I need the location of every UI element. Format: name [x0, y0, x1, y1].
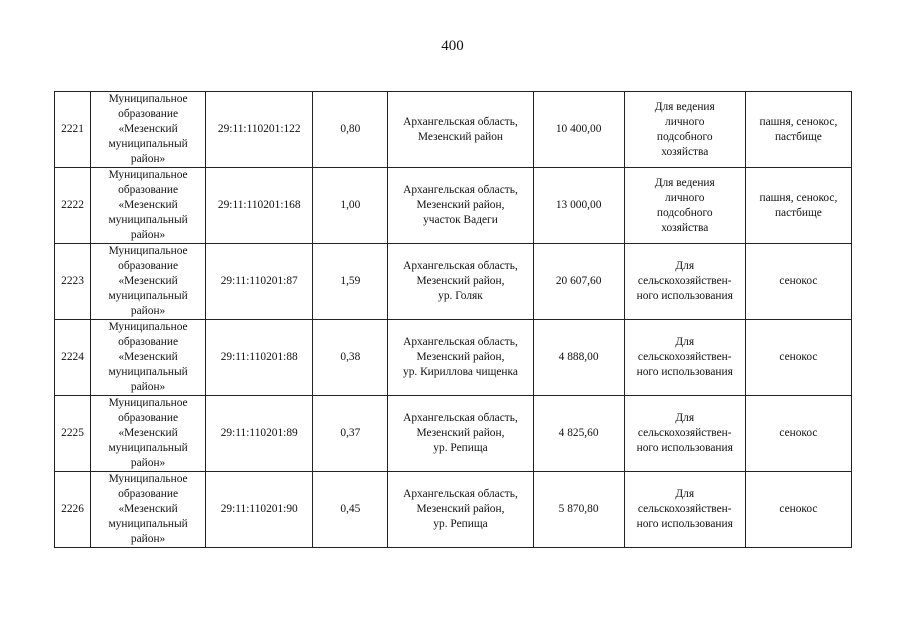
cost-cell: 10 400,00: [533, 92, 624, 168]
cadastral-number-cell: 29:11:110201:88: [206, 320, 313, 396]
cadastral-number-cell: 29:11:110201:122: [206, 92, 313, 168]
land-use-cell: пашня, сенокос, пастбище: [745, 92, 851, 168]
table-row: [55, 92, 852, 168]
row-number-cell: 2226: [55, 472, 91, 548]
land-use-cell: сенокос: [745, 244, 851, 320]
table-row: [55, 244, 852, 320]
area-cell: 0,80: [313, 92, 388, 168]
owner-cell: Муниципальное образование «Мезенский муниципальный район»: [91, 320, 206, 396]
cadastral-number-cell: 29:11:110201:168: [206, 168, 313, 244]
land-use-cell: сенокос: [745, 472, 851, 548]
area-cell: 0,38: [313, 320, 388, 396]
purpose-cell: Для ведения личного подсобного хозяйства: [624, 92, 745, 168]
cost-cell: 4 825,60: [533, 396, 624, 472]
cadastral-number-cell: 29:11:110201:89: [206, 396, 313, 472]
location-cell: Архангельская область, Мезенский район, ур. Голяк: [388, 244, 533, 320]
table-row: [55, 168, 852, 244]
location-cell: Архангельская область, Мезенский район, участок Вадеги: [388, 168, 533, 244]
cost-cell: 4 888,00: [533, 320, 624, 396]
table-row: [55, 396, 852, 472]
location-cell: Архангельская область, Мезенский район: [388, 92, 533, 168]
owner-cell: Муниципальное образование «Мезенский муниципальный район»: [91, 396, 206, 472]
owner-cell: Муниципальное образование «Мезенский муниципальный район»: [91, 472, 206, 548]
area-cell: 1,00: [313, 168, 388, 244]
owner-cell: Муниципальное образование «Мезенский муниципальный район»: [91, 168, 206, 244]
cadastral-number-cell: 29:11:110201:90: [206, 472, 313, 548]
page-number: 400: [441, 38, 464, 54]
cost-cell: 20 607,60: [533, 244, 624, 320]
land-plots-table: [54, 91, 852, 548]
table-row: [55, 320, 852, 396]
location-cell: Архангельская область, Мезенский район, ур. Репища: [388, 396, 533, 472]
row-number-cell: 2221: [55, 92, 91, 168]
row-number-cell: 2222: [55, 168, 91, 244]
row-number-cell: 2223: [55, 244, 91, 320]
land-use-cell: сенокос: [745, 320, 851, 396]
land-use-cell: пашня, сенокос, пастбище: [745, 168, 851, 244]
owner-cell: Муниципальное образование «Мезенский муниципальный район»: [91, 244, 206, 320]
area-cell: 0,37: [313, 396, 388, 472]
purpose-cell: Для сельскохозяйствен- ного использования: [624, 472, 745, 548]
owner-cell: Муниципальное образование «Мезенский муниципальный район»: [91, 92, 206, 168]
row-number-cell: 2225: [55, 396, 91, 472]
purpose-cell: Для сельскохозяйствен- ного использования: [624, 320, 745, 396]
location-cell: Архангельская область, Мезенский район, ур. Кириллова чищенка: [388, 320, 533, 396]
row-number-cell: 2224: [55, 320, 91, 396]
purpose-cell: Для ведения личного подсобного хозяйства: [624, 168, 745, 244]
location-cell: Архангельская область, Мезенский район, ур. Репища: [388, 472, 533, 548]
purpose-cell: Для сельскохозяйствен- ного использования: [624, 244, 745, 320]
land-use-cell: сенокос: [745, 396, 851, 472]
cadastral-number-cell: 29:11:110201:87: [206, 244, 313, 320]
cost-cell: 13 000,00: [533, 168, 624, 244]
purpose-cell: Для сельскохозяйствен- ного использования: [624, 396, 745, 472]
cost-cell: 5 870,80: [533, 472, 624, 548]
area-cell: 0,45: [313, 472, 388, 548]
area-cell: 1,59: [313, 244, 388, 320]
table-row: [55, 472, 852, 548]
